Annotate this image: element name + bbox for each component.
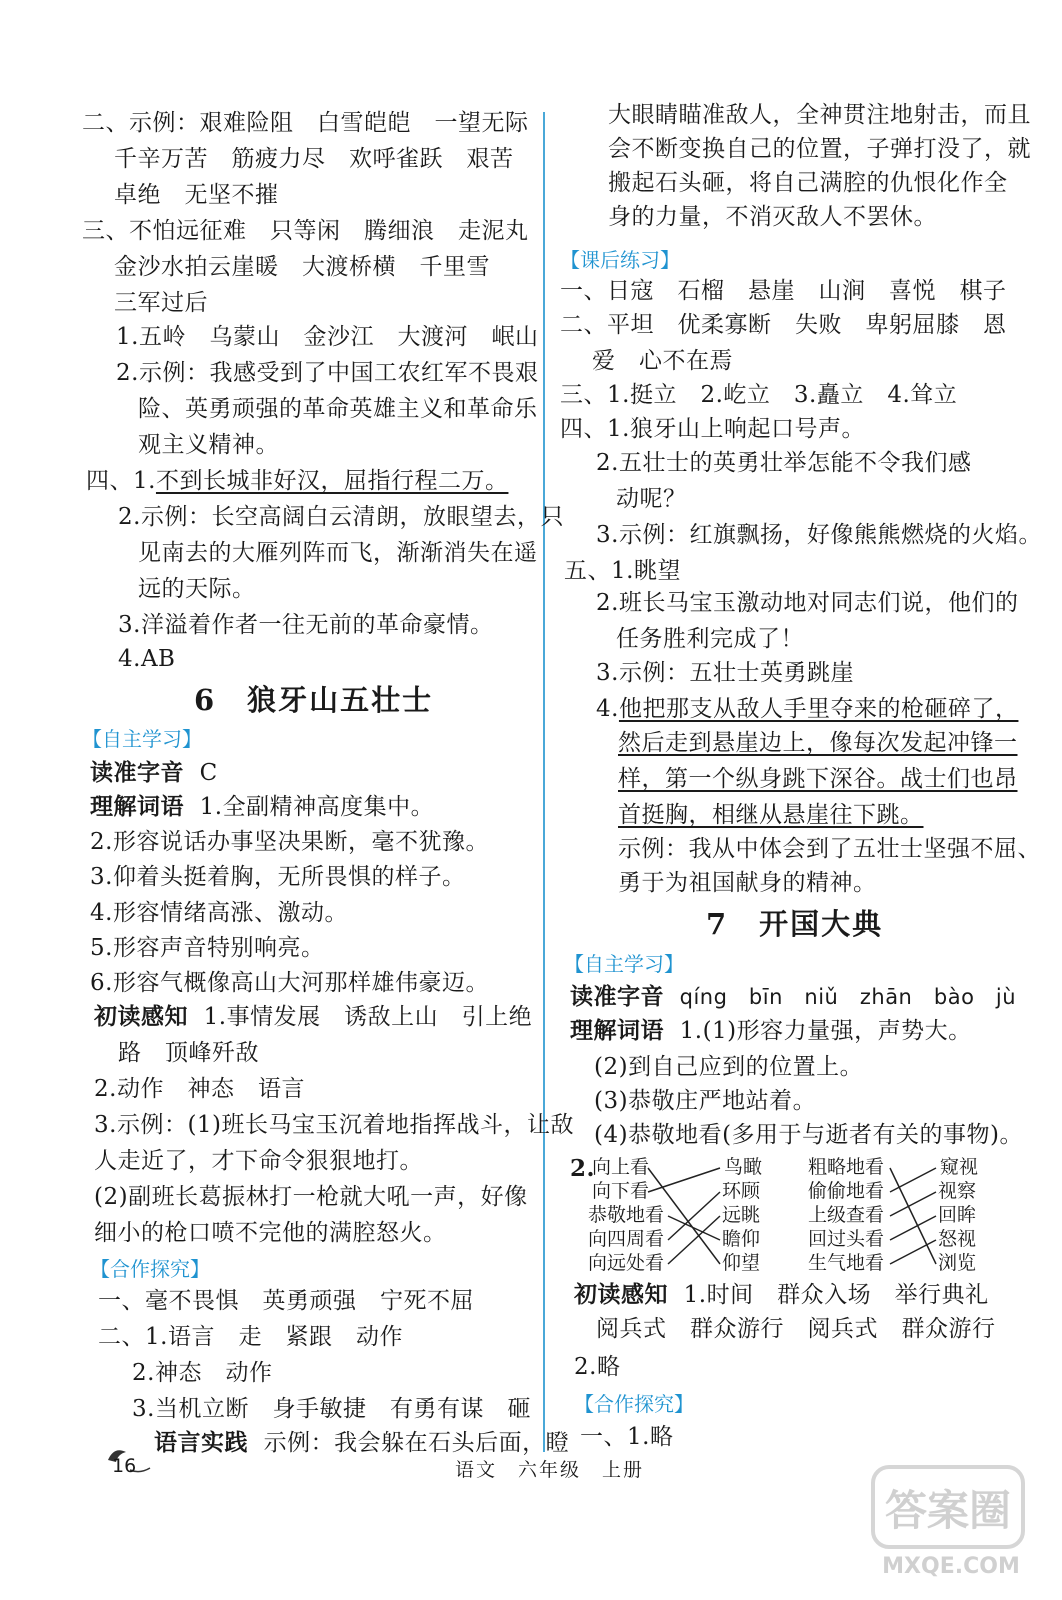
text-line: 路 顶峰歼敌 bbox=[118, 1040, 259, 1066]
match-right-a: 瞻仰 bbox=[722, 1228, 761, 1250]
match-left-a: 向远处看 bbox=[588, 1252, 665, 1274]
match-right-a: 仰望 bbox=[722, 1252, 761, 1274]
section-tag: 【自主学习】 bbox=[564, 952, 684, 976]
text-line: 4.形容情绪高涨、激动。 bbox=[90, 900, 348, 926]
text-line: 千辛万苦 筋疲力尽 欢呼雀跃 艰苦 bbox=[114, 146, 514, 172]
match-right-b: 回眸 bbox=[938, 1204, 977, 1226]
item-heading: 读准字音 bbox=[90, 759, 184, 786]
text-line: 2.示例：我感受到了中国工农红军不畏艰 bbox=[116, 360, 539, 386]
text-line: 远的天际。 bbox=[138, 576, 256, 602]
text-line: 五、1.眺望 bbox=[564, 558, 681, 584]
text-line: 2.动作 神态 语言 bbox=[94, 1076, 305, 1102]
text-line: 任务胜利完成了！ bbox=[616, 626, 804, 652]
answer: 示例：我会躲在石头后面，瞪 bbox=[263, 1430, 570, 1456]
match-left-a: 向上看 bbox=[592, 1156, 650, 1178]
text-line: 二、1.语言 走 紧跟 动作 bbox=[98, 1324, 403, 1350]
match-left-b: 偷偷地看 bbox=[808, 1180, 885, 1202]
text-line: (3)恭敬庄严地站着。 bbox=[594, 1088, 817, 1114]
text-line: 二、示例：艰难险阻 白雪皑皑 一望无际 bbox=[82, 110, 529, 136]
text-line: 会不断变换自己的位置，子弹打没了，就 bbox=[608, 136, 1031, 162]
text-line: 3.洋溢着作者一往无前的革命豪情。 bbox=[118, 612, 494, 638]
text-line bbox=[570, 1016, 972, 1046]
matching-exercise bbox=[560, 1152, 1020, 1282]
text-line: 卓绝 无坚不摧 bbox=[114, 182, 279, 208]
text-line bbox=[86, 466, 508, 496]
text-line: 4.AB bbox=[118, 646, 176, 672]
text-line: 5.形容声音特别响亮。 bbox=[90, 935, 325, 961]
underlined-answer: 样，第一个纵身跳下深谷。战士们也昂 bbox=[618, 766, 1018, 792]
column-divider bbox=[543, 112, 545, 1452]
section-tag: 【自主学习】 bbox=[82, 727, 202, 751]
text-line: 3.当机立断 身手敏捷 有勇有谋 砸 bbox=[132, 1396, 531, 1422]
lesson-title: 7 开国大典 bbox=[706, 907, 884, 941]
text-line: 一、1.略 bbox=[580, 1424, 674, 1450]
match-line bbox=[890, 1216, 936, 1240]
text-line: 3.仰着头挺着胸，无所畏惧的样子。 bbox=[90, 864, 466, 890]
text-line: 大眼睛瞄准敌人，全神贯注地射击，而且 bbox=[608, 102, 1031, 128]
text-line: 三、1.挺立 2.屹立 3.矗立 4.耸立 bbox=[560, 382, 958, 408]
match-left-a: 恭敬地看 bbox=[588, 1204, 665, 1226]
match-left-b: 上级查看 bbox=[808, 1204, 885, 1226]
text-line bbox=[596, 694, 1018, 724]
watermark-logo bbox=[869, 1457, 1034, 1582]
pinyin-answer: qíng bīn niǔ zhān bào jù bbox=[679, 985, 1017, 1009]
footer-book-info: 语文 六年级 上册 bbox=[455, 1459, 645, 1481]
match-right-b: 怒视 bbox=[938, 1228, 977, 1250]
section-tag: 【合作探究】 bbox=[90, 1257, 210, 1281]
match-right-a: 鸟瞰 bbox=[724, 1156, 763, 1178]
match-line bbox=[668, 1216, 720, 1240]
text-line: 三、不怕远征难 只等闲 腾细浪 走泥丸 bbox=[82, 218, 529, 244]
text-line: 2.略 bbox=[574, 1354, 621, 1380]
match-right-b: 窥视 bbox=[940, 1156, 979, 1178]
text-line bbox=[154, 1428, 569, 1458]
underlined-answer: 然后走到悬崖边上，像每次发起冲锋一 bbox=[618, 730, 1018, 756]
match-left-a: 向下看 bbox=[592, 1180, 650, 1202]
text-line: 细小的枪口喷不完他的满腔怒火。 bbox=[94, 1220, 447, 1246]
lesson-title: 6 狼牙山五壮士 bbox=[194, 683, 434, 717]
text-line bbox=[90, 792, 434, 822]
match-line bbox=[890, 1192, 936, 1216]
text-line: 爱 心不在焉 bbox=[592, 348, 733, 374]
match-line bbox=[890, 1168, 936, 1192]
text-line: 险、英勇顽强的革命英雄主义和革命乐 bbox=[138, 396, 538, 422]
text-line: 一、日寇 石榴 悬崖 山涧 喜悦 棋子 bbox=[560, 278, 1007, 304]
item-number: 4. bbox=[596, 696, 619, 722]
answer: C bbox=[199, 760, 218, 786]
text-line: 6.形容气概像高山大河那样雄伟豪迈。 bbox=[90, 970, 489, 996]
text-line: 2.神态 动作 bbox=[132, 1360, 273, 1386]
text-line: 勇于为祖国献身的精神。 bbox=[618, 870, 877, 896]
section-tag: 【合作探究】 bbox=[574, 1392, 694, 1416]
svg-text:MXQE.COM: MXQE.COM bbox=[882, 1554, 1020, 1579]
text-line: 示例：我从中体会到了五壮士坚强不屈、 bbox=[618, 836, 1041, 862]
item-heading: 初读感知 bbox=[574, 1281, 668, 1308]
answer: 1.事情发展 诱敌上山 引上绝 bbox=[203, 1004, 533, 1030]
match-left-a: 向四周看 bbox=[588, 1228, 665, 1250]
match-left-b: 回过头看 bbox=[808, 1228, 885, 1250]
text-line: 三军过后 bbox=[114, 290, 208, 316]
answer: 1.(1)形容力量强，声势大。 bbox=[679, 1018, 972, 1044]
text-line: 2.示例：长空高阔白云清朗，放眼望去，只 bbox=[118, 504, 564, 530]
text-line bbox=[574, 1280, 989, 1310]
text-line: 一、毫不畏惧 英勇顽强 宁死不屈 bbox=[98, 1288, 474, 1314]
text-line: (2)副班长葛振林打一枪就大吼一声，好像 bbox=[94, 1184, 528, 1210]
text-line: 2.班长马宝玉激动地对同志们说，他们的 bbox=[596, 590, 1019, 616]
section-tag: 【课后练习】 bbox=[560, 248, 680, 272]
match-right-a: 环顾 bbox=[722, 1180, 761, 1202]
match-right-b: 浏览 bbox=[938, 1252, 977, 1274]
match-line bbox=[648, 1168, 720, 1192]
text-line bbox=[90, 758, 218, 788]
match-left-b: 粗略地看 bbox=[808, 1156, 885, 1178]
watermark-graphic bbox=[869, 1457, 1034, 1582]
text-line: (2)到自己应到的位置上。 bbox=[594, 1054, 864, 1080]
text-line: 2.五壮士的英勇壮举怎能不令我们感 bbox=[596, 450, 972, 476]
match-left-b: 生气地看 bbox=[808, 1252, 885, 1274]
answer: 1.全副精神高度集中。 bbox=[199, 794, 435, 820]
match-line bbox=[668, 1216, 720, 1264]
item-heading: 初读感知 bbox=[94, 1003, 188, 1030]
text-line: 四、1.狼牙山上响起口号声。 bbox=[560, 416, 865, 442]
text-line: 人走近了，才下命令狠狠地打。 bbox=[94, 1148, 423, 1174]
text-line: 3.示例：(1)班长马宝玉沉着地指挥战斗，让敌 bbox=[94, 1112, 575, 1138]
text-line: 金沙水拍云崖暖 大渡桥横 千里雪 bbox=[114, 254, 490, 280]
underlined-answer: 首挺胸，相继从悬崖往下跳。 bbox=[618, 802, 924, 828]
text-line: 阅兵式 群众游行 阅兵式 群众游行 bbox=[596, 1316, 996, 1342]
text-line bbox=[570, 982, 1016, 1012]
svg-text:答案圈: 答案圈 bbox=[884, 1486, 1012, 1535]
text-line: 搬起石头砸，将自己满腔的仇恨化作全 bbox=[608, 170, 1008, 196]
underlined-answer: 他把那支从敌人手里夺来的枪砸碎了， bbox=[618, 696, 1019, 722]
text-line: 动呢？ bbox=[616, 486, 687, 512]
match-right-b: 视察 bbox=[938, 1180, 977, 1202]
text-line: 身的力量，不消灭敌人不罢休。 bbox=[608, 204, 937, 230]
text-line: 2.形容说话办事坚决果断，毫不犹豫。 bbox=[90, 829, 489, 855]
answer: 1.时间 群众入场 举行典礼 bbox=[683, 1282, 989, 1308]
text-line: (4)恭敬地看(多用于与逝者有关的事物)。 bbox=[594, 1122, 1024, 1148]
text-line: 3.示例：五壮士英勇跳崖 bbox=[596, 660, 854, 686]
matching-lines bbox=[560, 1152, 1020, 1282]
item-heading: 读准字音 bbox=[570, 983, 664, 1010]
text-line bbox=[94, 1002, 532, 1032]
match-line bbox=[890, 1240, 936, 1264]
match-line bbox=[890, 1168, 936, 1264]
item-heading: 理解词语 bbox=[90, 793, 184, 820]
text-line: 二、平坦 优柔寡断 失败 卑躬屈膝 恩 bbox=[560, 312, 1007, 338]
text-line: 观主义精神。 bbox=[138, 432, 279, 458]
item-heading: 理解词语 bbox=[570, 1017, 664, 1044]
item-number: 四、1. bbox=[86, 468, 156, 494]
match-right-a: 远眺 bbox=[722, 1204, 761, 1226]
text-line: 3.示例：红旗飘扬，好像熊熊燃烧的火焰。 bbox=[596, 522, 1042, 548]
match-line bbox=[668, 1192, 720, 1240]
page-number: 16 bbox=[112, 1455, 137, 1477]
item-heading: 语言实践 bbox=[154, 1429, 248, 1456]
text-line: 见南去的大雁列阵而飞，渐渐消失在遥 bbox=[138, 540, 538, 566]
text-line: 1.五岭 乌蒙山 金沙江 大渡河 岷山 bbox=[116, 324, 539, 350]
underlined-answer: 不到长城非好汉，屈指行程二万。 bbox=[155, 468, 509, 494]
item-number: 2. bbox=[570, 1155, 596, 1182]
